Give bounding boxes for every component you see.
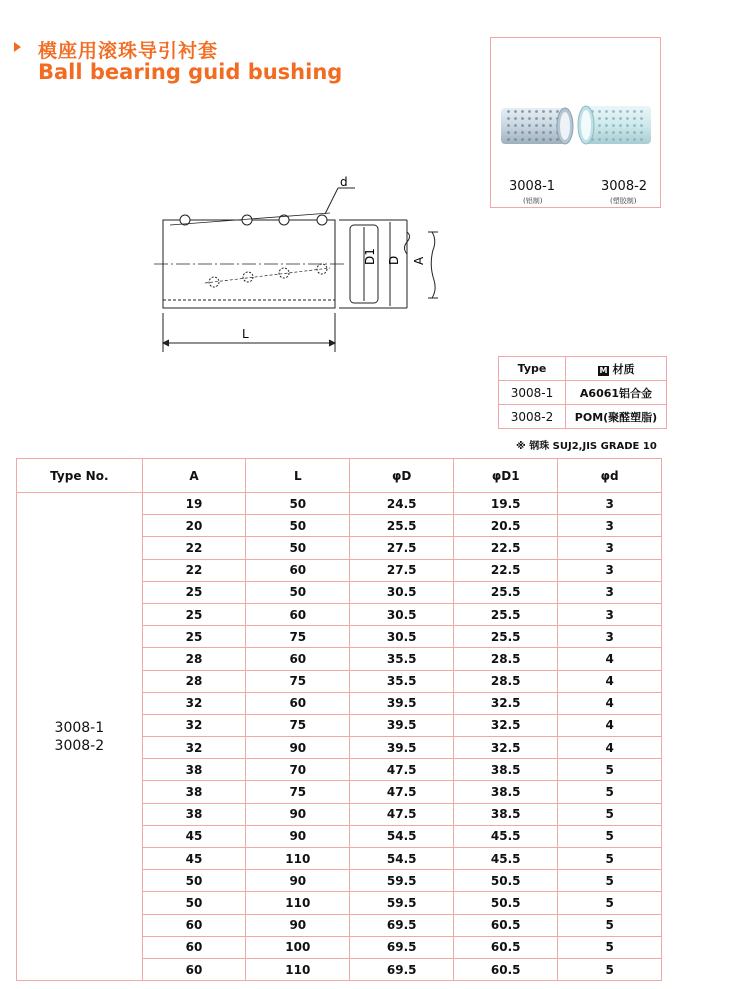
cell-d: 3 bbox=[558, 559, 662, 581]
cell-D1: 38.5 bbox=[454, 759, 558, 781]
cell-L: 60 bbox=[246, 692, 350, 714]
cell-d: 3 bbox=[558, 603, 662, 625]
cell-D: 69.5 bbox=[350, 958, 454, 980]
spec-table bbox=[16, 458, 662, 981]
cell-A: 25 bbox=[142, 581, 246, 603]
cell-D1: 38.5 bbox=[454, 781, 558, 803]
photo-label-3008-2: 3008-2 bbox=[601, 179, 648, 194]
cell-A: 38 bbox=[142, 781, 246, 803]
material-name: POM(聚醛塑脂) bbox=[566, 405, 667, 429]
cell-d: 3 bbox=[558, 626, 662, 648]
cell-L: 60 bbox=[246, 559, 350, 581]
cell-D1: 25.5 bbox=[454, 603, 558, 625]
cell-D: 47.5 bbox=[350, 759, 454, 781]
cell-A: 38 bbox=[142, 803, 246, 825]
cell-D: 59.5 bbox=[350, 870, 454, 892]
cell-D: 54.5 bbox=[350, 848, 454, 870]
cell-D: 69.5 bbox=[350, 936, 454, 958]
cell-d: 5 bbox=[558, 870, 662, 892]
photo-label-3008-1: 3008-1 bbox=[509, 179, 556, 194]
cell-D1: 25.5 bbox=[454, 581, 558, 603]
bushing-drawing bbox=[150, 170, 450, 360]
cell-L: 60 bbox=[246, 603, 350, 625]
material-type: 3008-1 bbox=[499, 381, 566, 405]
cell-L: 50 bbox=[246, 493, 350, 515]
aluminium-bushing-image bbox=[501, 108, 573, 144]
cell-L: 60 bbox=[246, 648, 350, 670]
cell-A: 60 bbox=[142, 936, 246, 958]
pom-bushing-image bbox=[578, 106, 651, 144]
cell-D1: 19.5 bbox=[454, 493, 558, 515]
cell-L: 90 bbox=[246, 825, 350, 847]
label-d: d bbox=[340, 175, 348, 189]
cell-L: 75 bbox=[246, 781, 350, 803]
label-A: A bbox=[412, 256, 426, 265]
ball-material-note: ※ 钢珠 SUJ2,JIS GRADE 10 bbox=[516, 441, 657, 452]
label-D1: D1 bbox=[363, 248, 377, 265]
cell-D1: 45.5 bbox=[454, 825, 558, 847]
material-header-material: M 材质 bbox=[566, 357, 667, 381]
cell-D1: 20.5 bbox=[454, 515, 558, 537]
cell-D1: 45.5 bbox=[454, 848, 558, 870]
cell-D: 35.5 bbox=[350, 670, 454, 692]
cell-A: 32 bbox=[142, 714, 246, 736]
cell-L: 110 bbox=[246, 892, 350, 914]
cell-D: 30.5 bbox=[350, 626, 454, 648]
cell-D1: 60.5 bbox=[454, 914, 558, 936]
cell-d: 4 bbox=[558, 737, 662, 759]
cell-L: 90 bbox=[246, 737, 350, 759]
col-header-d: φd bbox=[558, 459, 662, 493]
cell-L: 90 bbox=[246, 803, 350, 825]
cell-D: 39.5 bbox=[350, 714, 454, 736]
col-header-L: L bbox=[246, 459, 350, 493]
product-photo-box bbox=[490, 37, 661, 208]
cell-D1: 22.5 bbox=[454, 537, 558, 559]
cell-D1: 32.5 bbox=[454, 737, 558, 759]
cell-d: 5 bbox=[558, 892, 662, 914]
cell-L: 50 bbox=[246, 537, 350, 559]
cell-D: 24.5 bbox=[350, 493, 454, 515]
material-name: A6061铝合金 bbox=[566, 381, 667, 405]
cell-D: 35.5 bbox=[350, 648, 454, 670]
page-title-cn: 模座用滚珠导引衬套 bbox=[38, 40, 219, 62]
cell-D: 69.5 bbox=[350, 914, 454, 936]
cell-d: 4 bbox=[558, 692, 662, 714]
col-header-A: A bbox=[142, 459, 246, 493]
cell-D1: 25.5 bbox=[454, 626, 558, 648]
type-no-cell bbox=[17, 493, 143, 981]
cell-D1: 38.5 bbox=[454, 803, 558, 825]
cell-A: 45 bbox=[142, 848, 246, 870]
material-badge: M bbox=[599, 365, 608, 375]
cell-D: 30.5 bbox=[350, 581, 454, 603]
cell-d: 3 bbox=[558, 581, 662, 603]
cell-D1: 32.5 bbox=[454, 714, 558, 736]
label-L: L bbox=[242, 327, 249, 341]
cell-A: 25 bbox=[142, 626, 246, 648]
cell-d: 3 bbox=[558, 537, 662, 559]
cell-d: 5 bbox=[558, 958, 662, 980]
cell-D: 47.5 bbox=[350, 781, 454, 803]
cell-D1: 22.5 bbox=[454, 559, 558, 581]
cell-d: 5 bbox=[558, 936, 662, 958]
cell-L: 110 bbox=[246, 848, 350, 870]
table-row bbox=[17, 493, 662, 515]
cell-A: 32 bbox=[142, 737, 246, 759]
cell-A: 20 bbox=[142, 515, 246, 537]
cell-A: 22 bbox=[142, 537, 246, 559]
cell-L: 50 bbox=[246, 581, 350, 603]
cell-A: 32 bbox=[142, 692, 246, 714]
cell-D: 59.5 bbox=[350, 892, 454, 914]
photo-sub-3008-1: (铝制) bbox=[523, 197, 543, 205]
cell-A: 60 bbox=[142, 914, 246, 936]
cell-D: 30.5 bbox=[350, 603, 454, 625]
cell-L: 90 bbox=[246, 870, 350, 892]
cell-d: 5 bbox=[558, 759, 662, 781]
cell-A: 50 bbox=[142, 870, 246, 892]
cell-D: 54.5 bbox=[350, 825, 454, 847]
col-header-type-no: Type No. bbox=[17, 459, 143, 493]
cell-A: 38 bbox=[142, 759, 246, 781]
cell-D1: 28.5 bbox=[454, 648, 558, 670]
cell-A: 45 bbox=[142, 825, 246, 847]
cell-d: 4 bbox=[558, 714, 662, 736]
material-table bbox=[498, 356, 667, 429]
type-no-value: 3008-2 bbox=[54, 737, 105, 754]
cell-d: 4 bbox=[558, 648, 662, 670]
cell-D: 39.5 bbox=[350, 737, 454, 759]
type-no-value: 3008-1 bbox=[54, 719, 105, 736]
material-type: 3008-2 bbox=[499, 405, 566, 429]
cell-A: 28 bbox=[142, 670, 246, 692]
title-arrow-icon bbox=[14, 42, 21, 52]
cell-A: 28 bbox=[142, 648, 246, 670]
cell-d: 5 bbox=[558, 781, 662, 803]
cell-A: 50 bbox=[142, 892, 246, 914]
cell-d: 3 bbox=[558, 515, 662, 537]
cell-d: 4 bbox=[558, 670, 662, 692]
cell-A: 25 bbox=[142, 603, 246, 625]
cell-A: 22 bbox=[142, 559, 246, 581]
cell-L: 75 bbox=[246, 626, 350, 648]
page-title-en: Ball bearing guid bushing bbox=[38, 60, 343, 84]
cell-d: 5 bbox=[558, 914, 662, 936]
cell-L: 70 bbox=[246, 759, 350, 781]
cell-d: 5 bbox=[558, 803, 662, 825]
material-header-type: Type bbox=[499, 357, 566, 381]
label-D: D bbox=[387, 255, 401, 265]
cell-D: 27.5 bbox=[350, 559, 454, 581]
cell-d: 3 bbox=[558, 493, 662, 515]
cell-L: 110 bbox=[246, 958, 350, 980]
cell-D1: 50.5 bbox=[454, 892, 558, 914]
cell-D: 25.5 bbox=[350, 515, 454, 537]
cell-L: 75 bbox=[246, 670, 350, 692]
cell-A: 60 bbox=[142, 958, 246, 980]
cell-D: 27.5 bbox=[350, 537, 454, 559]
cell-d: 5 bbox=[558, 848, 662, 870]
cell-D1: 60.5 bbox=[454, 958, 558, 980]
cell-L: 100 bbox=[246, 936, 350, 958]
cell-D1: 60.5 bbox=[454, 936, 558, 958]
cell-D: 47.5 bbox=[350, 803, 454, 825]
photo-sub-3008-2: (塑胶制) bbox=[610, 197, 637, 205]
cell-L: 75 bbox=[246, 714, 350, 736]
cell-L: 50 bbox=[246, 515, 350, 537]
cell-d: 5 bbox=[558, 825, 662, 847]
cell-D: 39.5 bbox=[350, 692, 454, 714]
cell-A: 19 bbox=[142, 493, 246, 515]
col-header-D1: φD1 bbox=[454, 459, 558, 493]
col-header-D: φD bbox=[350, 459, 454, 493]
cell-L: 90 bbox=[246, 914, 350, 936]
cell-D1: 32.5 bbox=[454, 692, 558, 714]
cell-D1: 28.5 bbox=[454, 670, 558, 692]
cell-D1: 50.5 bbox=[454, 870, 558, 892]
